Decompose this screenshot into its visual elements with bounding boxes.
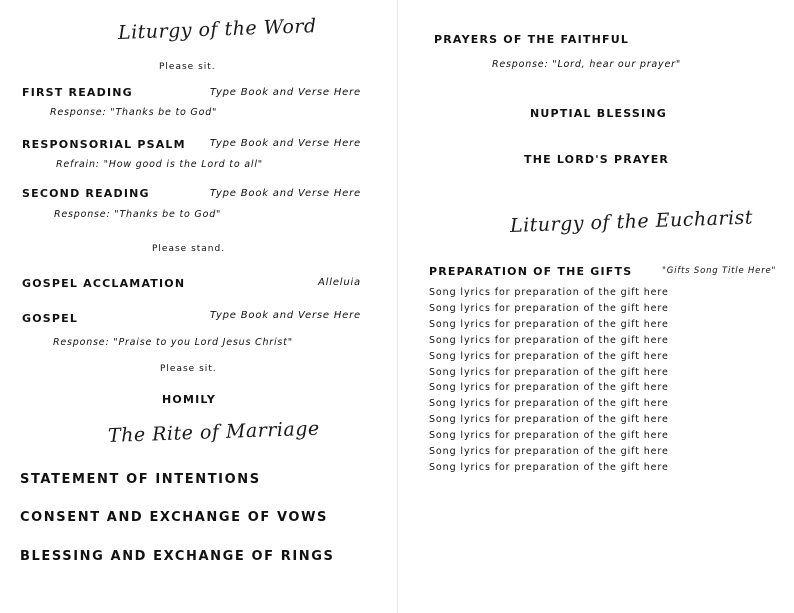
please-sit-note-2: Please sit. — [160, 364, 217, 374]
gifts-song-title: "Gifts Song Title Here" — [662, 266, 777, 276]
first-reading-reference: Type Book and Verse Here — [209, 87, 361, 98]
first-reading-response: Response: "Thanks be to God" — [50, 107, 218, 118]
liturgy-of-the-word-title: Liturgy of the Word — [117, 15, 317, 44]
gospel-reference: Type Book and Verse Here — [209, 310, 361, 321]
please-sit-note: Please sit. — [159, 62, 216, 72]
lyric-line: Song lyrics for preparation of the gift here — [429, 414, 669, 426]
gospel-response: Response: "Praise to you Lord Jesus Christ" — [53, 337, 293, 348]
second-reading-response: Response: "Thanks be to God" — [54, 209, 222, 220]
homily-heading: HOMILY — [162, 393, 217, 406]
right-page — [398, 0, 794, 613]
lyric-line: Song lyrics for preparation of the gift here — [429, 398, 669, 410]
lyric-line: Song lyrics for preparation of the gift here — [429, 446, 669, 458]
gospel-acclamation-heading: GOSPEL ACCLAMATION — [22, 277, 186, 290]
lyric-line: Song lyrics for preparation of the gift here — [429, 350, 669, 362]
lyric-line: Song lyrics for preparation of the gift here — [429, 430, 669, 442]
prayers-response: Response: "Lord, hear our prayer" — [492, 59, 681, 70]
lyric-line: Song lyrics for preparation of the gift here — [429, 334, 669, 346]
consent-and-vows-heading: CONSENT AND EXCHANGE OF VOWS — [20, 510, 328, 525]
lyric-line: Song lyrics for preparation of the gift here — [429, 302, 669, 314]
rite-of-marriage-title: The Rite of Marriage — [107, 417, 321, 447]
lyric-line: Song lyrics for preparation of the gift here — [429, 461, 669, 473]
preparation-of-gifts-heading: PREPARATION OF THE GIFTS — [429, 265, 633, 278]
lyric-line: Song lyrics for preparation of the gift here — [429, 366, 669, 378]
lyric-line: Song lyrics for preparation of the gift here — [429, 382, 669, 394]
song-lyrics-list — [429, 285, 669, 476]
statement-of-intentions-heading: STATEMENT OF INTENTIONS — [20, 472, 261, 487]
liturgy-of-the-eucharist-title: Liturgy of the Eucharist — [509, 206, 754, 237]
gospel-acclamation-reference: Alleluia — [318, 277, 361, 288]
prayers-of-the-faithful-heading: PRAYERS OF THE FAITHFUL — [434, 33, 630, 46]
gospel-heading: GOSPEL — [22, 312, 79, 325]
lyric-line: Song lyrics for preparation of the gift here — [429, 287, 669, 298]
second-reading-heading: SECOND READING — [22, 187, 150, 200]
blessing-of-rings-heading: BLESSING AND EXCHANGE OF RINGS — [20, 549, 335, 564]
responsorial-psalm-reference: Type Book and Verse Here — [209, 138, 361, 149]
please-stand-note: Please stand. — [152, 244, 226, 254]
lyric-line: Song lyrics for preparation of the gift here — [429, 318, 669, 330]
second-reading-reference: Type Book and Verse Here — [209, 188, 361, 199]
psalm-refrain: Refrain: "How good is the Lord to all" — [56, 159, 263, 170]
nuptial-blessing-heading: NUPTIAL BLESSING — [530, 107, 667, 120]
lords-prayer-heading: THE LORD'S PRAYER — [524, 153, 670, 166]
responsorial-psalm-heading: RESPONSORIAL PSALM — [22, 138, 186, 151]
first-reading-heading: FIRST READING — [22, 86, 133, 99]
